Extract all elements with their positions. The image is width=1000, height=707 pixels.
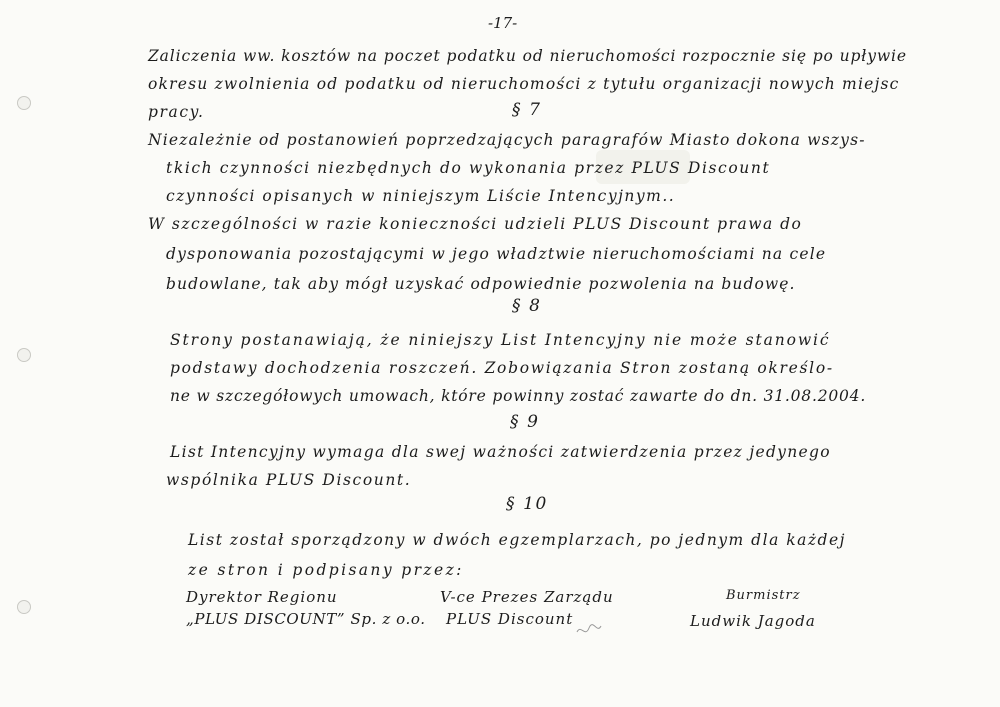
signatory-title: V-ce Prezes Zarządu — [440, 588, 614, 606]
signatory-name: Ludwik Jagoda — [690, 612, 816, 630]
signature-scribble — [575, 620, 603, 640]
signatory-org: PLUS Discount — [446, 610, 574, 628]
signatory-title: Dyrektor Regionu — [186, 588, 338, 606]
text-line: Niezależnie od postanowień poprzedzających paragrafów Miasto dokona wszys- — [148, 131, 866, 149]
text-line: wspólnika PLUS Discount. — [166, 471, 412, 489]
text-line: dysponowania pozostającymi w jego władztwie nieruchomościami na cele — [166, 245, 827, 263]
text-line: List Intencyjny wymaga dla swej ważności zatwierdzenia przez jedynego — [170, 443, 831, 461]
signatory-title: Burmistrz — [726, 588, 801, 603]
signatory-org: „PLUS DISCOUNT” Sp. z o.o. — [186, 610, 426, 628]
section-heading: § 7 — [512, 100, 542, 120]
text-line: budowlane, tak aby mógł uzyskać odpowiednie pozwolenia na budowę. — [166, 275, 796, 293]
text-line: ze stron i podpisany przez: — [188, 561, 464, 579]
page-number: -17- — [488, 14, 518, 32]
text-line: ne w szczegółowych umowach, które powinny zostać zawarte do dn. 31.08.2004. — [170, 387, 867, 405]
text-line: podstawy dochodzenia roszczeń. Zobowiązania Stron zostaną określo- — [170, 359, 834, 377]
text-line: tkich czynności niezbędnych do wykonania przez PLUS Discount — [166, 159, 771, 177]
section-heading: § 10 — [506, 494, 548, 514]
punch-hole — [17, 600, 31, 614]
text-line: pracy. — [148, 103, 205, 121]
section-heading: § 8 — [512, 296, 542, 316]
text-line: List został sporządzony w dwóch egzemplarzach, po jednym dla każdej — [188, 531, 846, 549]
section-heading: § 9 — [510, 412, 540, 432]
text-line: okresu zwolnienia od podatku od nieruchomości z tytułu organizacji nowych miejsc — [148, 75, 900, 93]
text-line: czynności opisanych w niniejszym Liście Intencyjnym.. — [166, 187, 676, 205]
text-line: Strony postanawiają, że niniejszy List Intencyjny nie może stanowić — [170, 331, 831, 349]
text-line: W szczególności w razie konieczności udzieli PLUS Discount prawa do — [148, 215, 803, 233]
punch-hole — [17, 96, 31, 110]
punch-hole — [17, 348, 31, 362]
text-line: Zaliczenia ww. kosztów na poczet podatku od nieruchomości rozpocznie się po upływie — [148, 47, 907, 65]
